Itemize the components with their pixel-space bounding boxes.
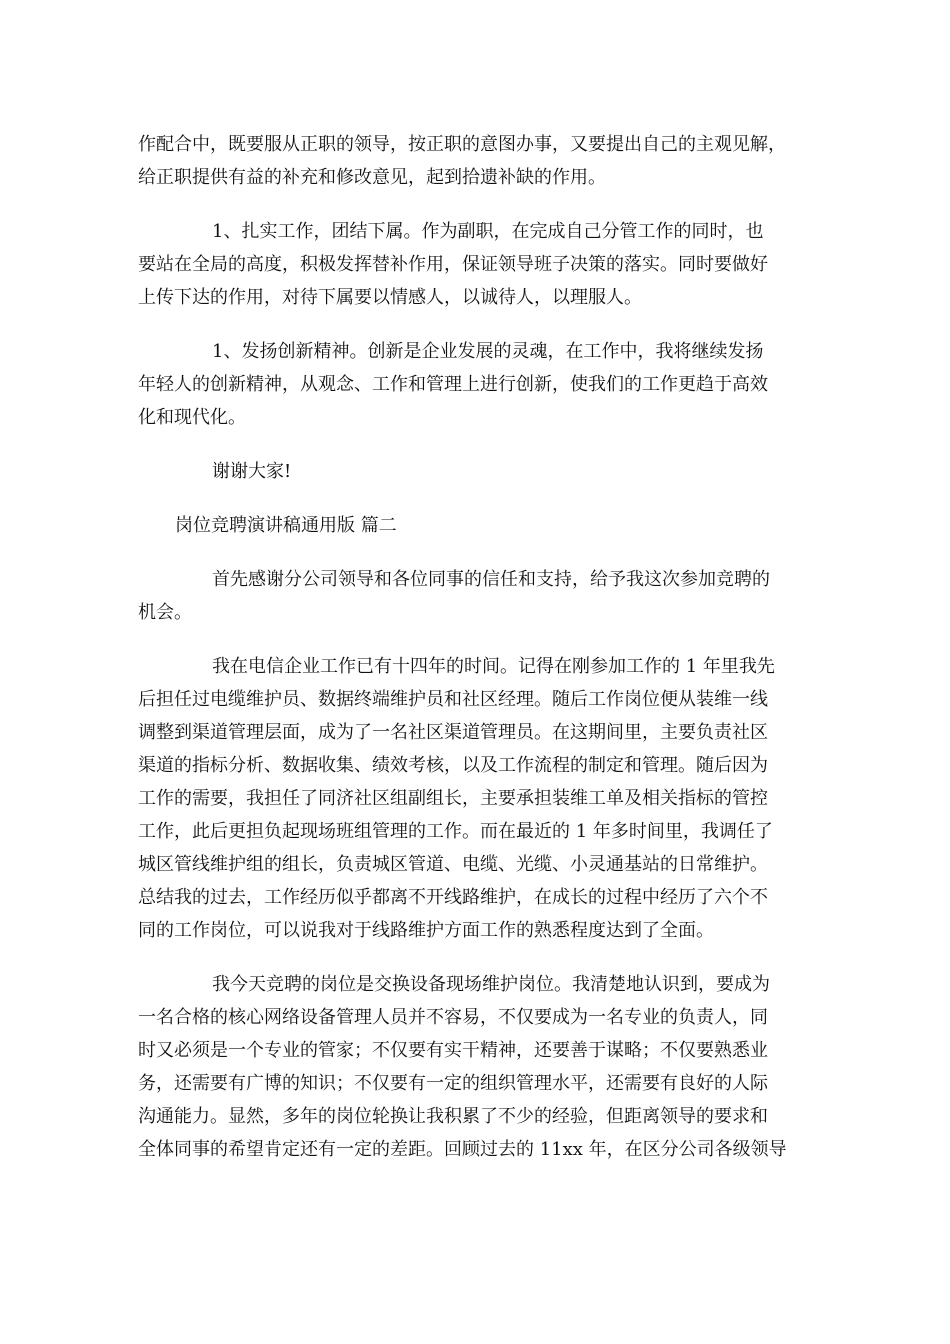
text-line: 务，还需要有广博的知识；不仅要有一定的组织管理水平，还需要有良好的人际: [138, 1073, 768, 1094]
paragraph-6: [138, 650, 818, 947]
text-line: 1、扎实工作，团结下属。作为副职，在完成自己分管工作的同时，也: [212, 221, 764, 242]
text-line: 工作的需要，我担任了同济社区组副组长，主要承担装维工单及相关指标的管控: [138, 788, 768, 809]
text-line: 全体同事的希望肯定还有一定的差距。回顾过去的 11xx 年，在区分公司各级领导: [138, 1139, 787, 1160]
document-body: [138, 128, 818, 1187]
text-line: 工作，此后更担负起现场班组管理的工作。而在最近的 1 年多时间里，我调任了: [138, 821, 773, 842]
text-line: 渠道的指标分析、数据收集、绩效考核，以及工作流程的制定和管理。随后因为: [138, 755, 768, 776]
section-heading: [138, 509, 818, 542]
paragraph-7: [138, 968, 818, 1166]
text-line: 沟通能力。显然，多年的岗位轮换让我积累了不少的经验，但距离领导的要求和: [138, 1106, 768, 1127]
text-line: 我在电信企业工作已有十四年的时间。记得在刚参加工作的 1 年里我先: [212, 656, 775, 677]
text-line: 年轻人的创新精神，从观念、工作和管理上进行创新，使我们的工作更趋于高效: [138, 374, 768, 395]
text-line: 谢谢大家!: [212, 461, 292, 482]
text-line: 1、发扬创新精神。创新是企业发展的灵魂，在工作中，我将继续发扬: [212, 341, 764, 362]
text-line: 一名合格的核心网络设备管理人员并不容易，不仅要成为一名专业的负责人，同: [138, 1007, 768, 1028]
text-line: 给正职提供有益的补充和修改意见，起到拾遗补缺的作用。: [138, 167, 606, 188]
text-line: 城区管线维护组的组长，负责城区管道、电缆、光缆、小灵通基站的日常维护。: [138, 854, 768, 875]
paragraph-3: [138, 335, 818, 434]
text-line: 总结我的过去，工作经历似乎都离不开线路维护，在成长的过程中经历了六个不: [138, 887, 768, 908]
text-line: 要站在全局的高度，积极发挥替补作用，保证领导班子决策的落实。同时要做好: [138, 254, 768, 275]
paragraph-1: [138, 128, 818, 194]
text-line: 化和现代化。: [138, 407, 246, 428]
paragraph-thanks: [138, 455, 818, 488]
text-line: 机会。: [138, 602, 192, 623]
paragraph-2: [138, 215, 818, 314]
paragraph-5: [138, 563, 818, 629]
text-line: 首先感谢分公司领导和各位同事的信任和支持，给予我这次参加竞聘的: [212, 569, 770, 590]
text-line: 同的工作岗位，可以说我对于线路维护方面工作的熟悉程度达到了全面。: [138, 920, 714, 941]
heading-text: 岗位竞聘演讲稿通用版 篇二: [175, 515, 397, 536]
text-line: 后担任过电缆维护员、数据终端维护员和社区经理。随后工作岗位便从装维一线: [138, 689, 768, 710]
text-line: 调整到渠道管理层面，成为了一名社区渠道管理员。在这期间里，主要负责社区: [138, 722, 768, 743]
text-line: 作配合中，既要服从正职的领导，按正职的意图办事，又要提出自己的主观见解，: [138, 134, 786, 155]
text-line: 我今天竞聘的岗位是交换设备现场维护岗位。我清楚地认识到，要成为: [212, 974, 770, 995]
text-line: 上传下达的作用，对待下属要以情感人，以诚待人，以理服人。: [138, 287, 642, 308]
text-line: 时又必须是一个专业的管家；不仅要有实干精神，还要善于谋略；不仅要熟悉业: [138, 1040, 768, 1061]
